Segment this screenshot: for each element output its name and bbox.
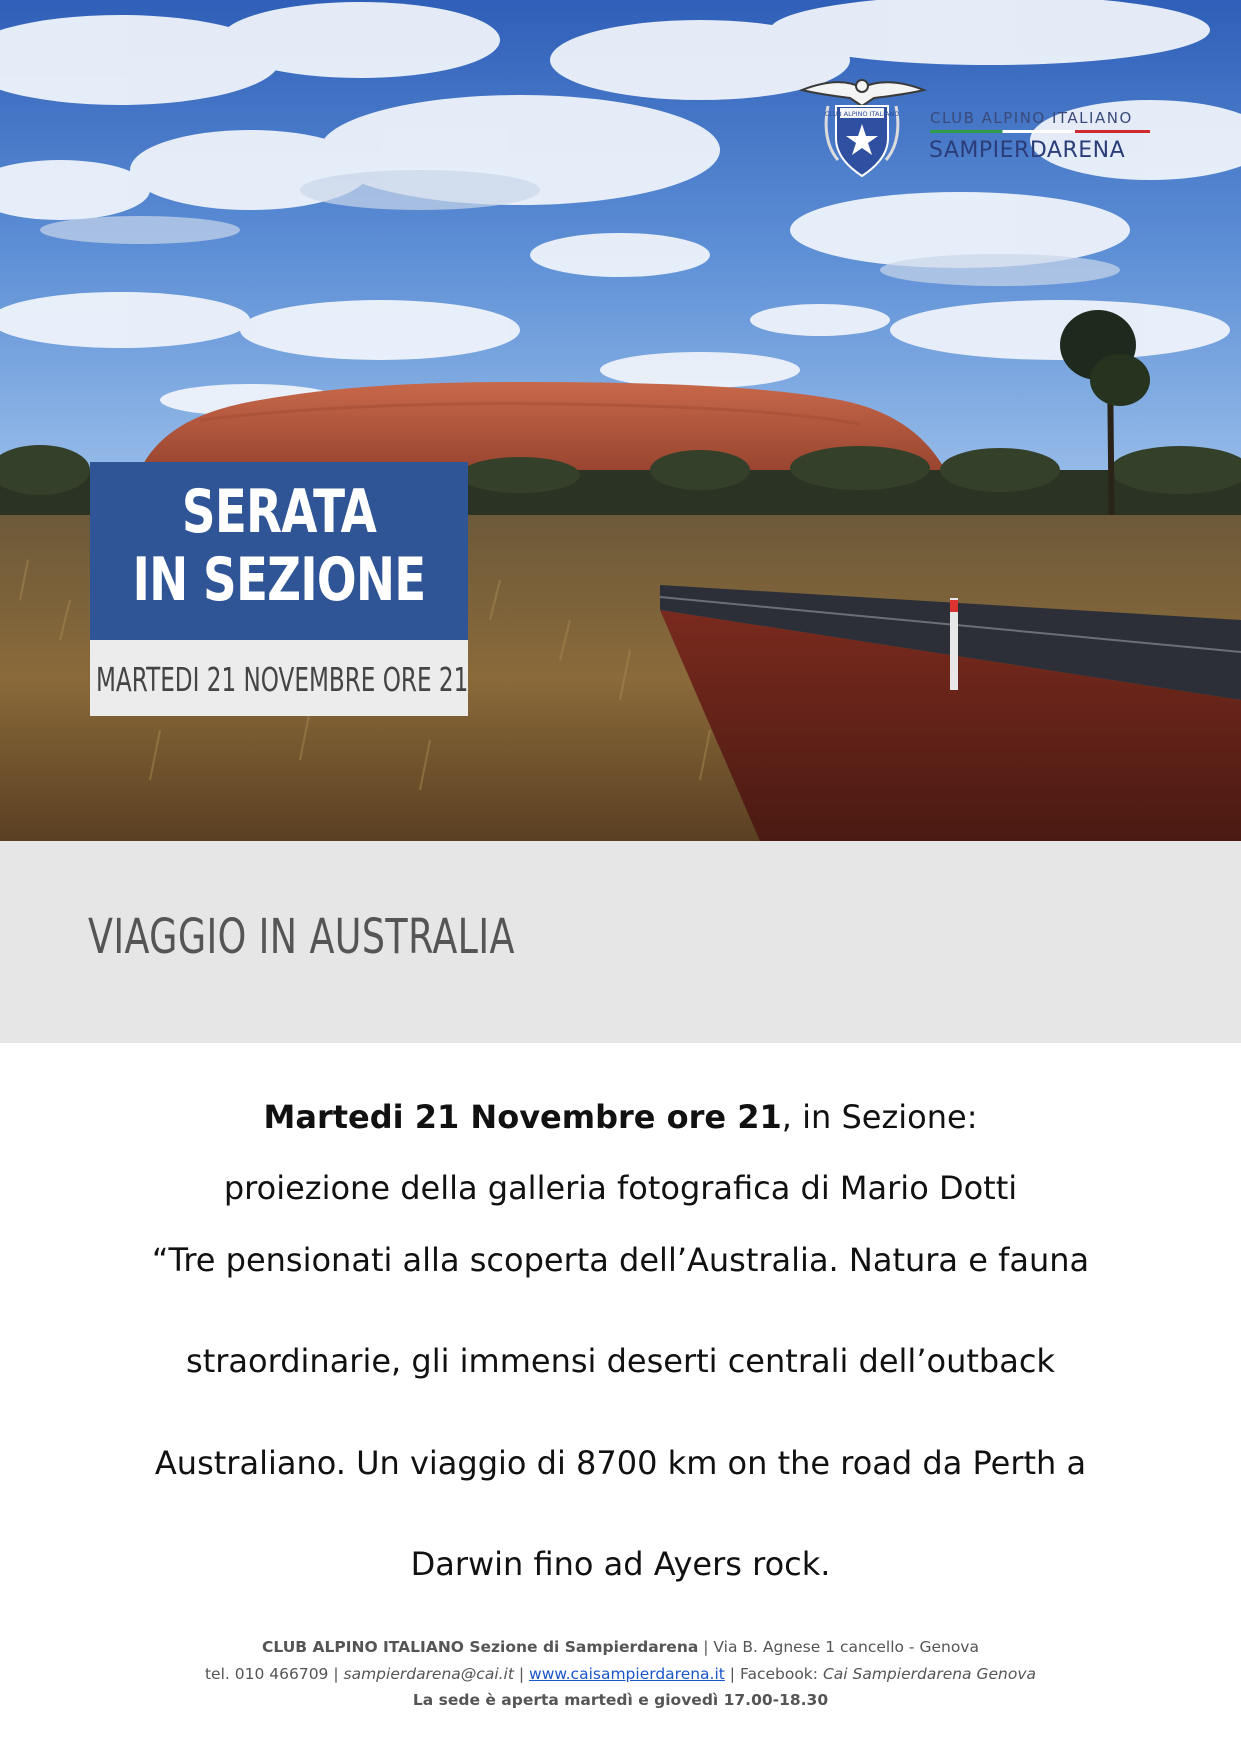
title-line-1: SERATA bbox=[181, 477, 377, 547]
body-line-3: “Tre pensionati alla scoperta dell’Australia. Natura e fauna bbox=[151, 1241, 1090, 1279]
footer-line-3 bbox=[0, 1690, 1241, 1710]
footer-tel: tel. 010 466709 | bbox=[204, 1665, 344, 1683]
brand-top-text: CLUB ALPINO ITALIANO bbox=[930, 109, 1133, 127]
footer-address: | Via B. Agnese 1 cancello - Genova bbox=[698, 1638, 979, 1656]
body-date-bold: Martedi 21 Novembre ore 21 bbox=[263, 1098, 782, 1136]
footer-org: CLUB ALPINO ITALIANO Sezione di Sampierdarena bbox=[262, 1638, 699, 1656]
footer-website-link[interactable]: www.caisampierdarena.it bbox=[529, 1665, 725, 1683]
footer-separator: | bbox=[513, 1665, 530, 1683]
footer-email[interactable]: sampierdarena@cai.it bbox=[343, 1665, 514, 1683]
footer-facebook-page: Cai Sampierdarena Genova bbox=[822, 1665, 1037, 1683]
body-line-2: proiezione della galleria fotografica di Mario Dotti bbox=[223, 1169, 1018, 1207]
footer-hours: La sede è aperta martedì e giovedì 17.00-18.30 bbox=[412, 1691, 829, 1709]
body-line-1 bbox=[0, 1097, 1241, 1137]
footer-line-2 bbox=[0, 1664, 1241, 1684]
cai-logo bbox=[798, 76, 1158, 180]
event-title-box bbox=[90, 462, 468, 640]
event-date: MARTEDI 21 NOVEMBRE ORE 21 bbox=[96, 660, 469, 699]
heading-band bbox=[0, 841, 1241, 1043]
brand-bottom-text: SAMPIERDARENA bbox=[929, 138, 1126, 163]
cai-eagle-shield-emblem-icon bbox=[798, 76, 928, 180]
body-line-6: Darwin fino ad Ayers rock. bbox=[410, 1545, 831, 1583]
title-line-2: IN SEZIONE bbox=[132, 545, 426, 615]
event-date-box bbox=[90, 640, 468, 716]
body-line-4: straordinarie, gli immensi deserti centrali dell’outback bbox=[186, 1342, 1055, 1380]
tricolor-divider bbox=[930, 130, 1150, 133]
body-location: , in Sezione: bbox=[781, 1098, 978, 1136]
footer-facebook-label: | Facebook: bbox=[724, 1665, 823, 1683]
svg-text:CLUB ALPINO ITALIANO: CLUB ALPINO ITALIANO bbox=[824, 110, 900, 118]
footer-line-1 bbox=[0, 1637, 1241, 1657]
body-line-5: Australiano. Un viaggio di 8700 km on the road da Perth a bbox=[154, 1444, 1087, 1482]
event-heading: VIAGGIO IN AUSTRALIA bbox=[88, 909, 515, 965]
